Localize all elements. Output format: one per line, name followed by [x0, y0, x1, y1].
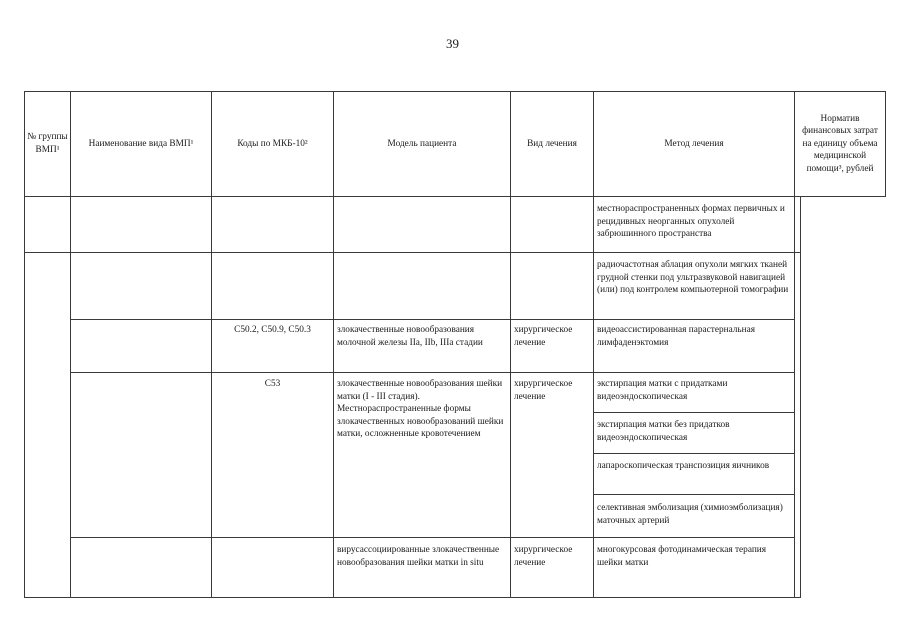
- row-line: [593, 494, 794, 495]
- header-model: Модель пациента: [387, 138, 457, 149]
- treatment-cell: хирургическое лечение: [514, 379, 573, 402]
- table-border-top: [24, 91, 886, 92]
- table-border-bottom: [24, 597, 801, 598]
- col-line: [510, 91, 511, 597]
- method-cell: местнораспространенных формах первичных и рецидивных неорганных опухолей забрюшинного пространства: [597, 204, 785, 240]
- method-cell: радиочастотная аблация опухоли мягких тканей грудной стенки под ультразвуковой навигацией (или) под контролем компьютерной томографии: [597, 260, 789, 296]
- treatment-cell: хирургическое лечение: [514, 545, 573, 568]
- codes-cell: C53: [264, 379, 281, 389]
- model-cell: злокачественные новообразования молочной железы IIa, IIb, IIIa стадии: [337, 325, 483, 348]
- page-number: 39: [446, 36, 459, 51]
- header-name: Наименование вида ВМП¹: [88, 138, 194, 149]
- header-cost: Норматив финансовых затрат на единицу объема медицинской помощи³, рублей: [802, 113, 878, 174]
- row-line: [70, 537, 794, 538]
- table-border-left: [24, 91, 25, 597]
- model-cell: вирусассоциированные злокачественные новообразования шейки матки in situ: [337, 545, 500, 568]
- row-line: [24, 252, 801, 253]
- header-group-no: № группы ВМП¹: [27, 132, 68, 155]
- model-cell: злокачественные новообразования шейки матки (I - III стадия). Местнораспространенные формы злокачественных новообразований шейки матки, осложненные кровотечением: [337, 379, 504, 440]
- table-border-right: [885, 91, 886, 196]
- col-line: [794, 91, 795, 597]
- row-line: [593, 453, 794, 454]
- method-cell: селективная эмболизация (химиоэмболизация) маточных артерий: [597, 503, 783, 526]
- col-line: [333, 91, 334, 597]
- col-line: [211, 91, 212, 597]
- row-line: [593, 412, 794, 413]
- col-line: [800, 196, 801, 597]
- method-cell: экстирпация матки с придатками видеоэндоскопическая: [597, 379, 728, 402]
- method-cell: видеоассистированная парастернальная лимфаденэктомия: [597, 325, 756, 348]
- col-line: [70, 91, 71, 597]
- treatment-cell: хирургическое лечение: [514, 325, 573, 348]
- row-line: [70, 372, 794, 373]
- method-cell: многокурсовая фотодинамическая терапия шейки матки: [597, 545, 767, 568]
- method-cell: лапароскопическая транспозиция яичников: [597, 461, 770, 471]
- header-codes: Коды по МКБ-10²: [237, 138, 308, 149]
- col-line: [593, 91, 594, 597]
- header-treatment: Вид лечения: [527, 138, 577, 149]
- row-line: [70, 319, 794, 320]
- header-bottom-line: [24, 196, 886, 197]
- header-method: Метод лечения: [664, 138, 724, 149]
- codes-cell: C50.2, C50.9, C50.3: [234, 325, 311, 335]
- method-cell: экстирпация матки без придатков видеоэндоскопическая: [597, 420, 730, 443]
